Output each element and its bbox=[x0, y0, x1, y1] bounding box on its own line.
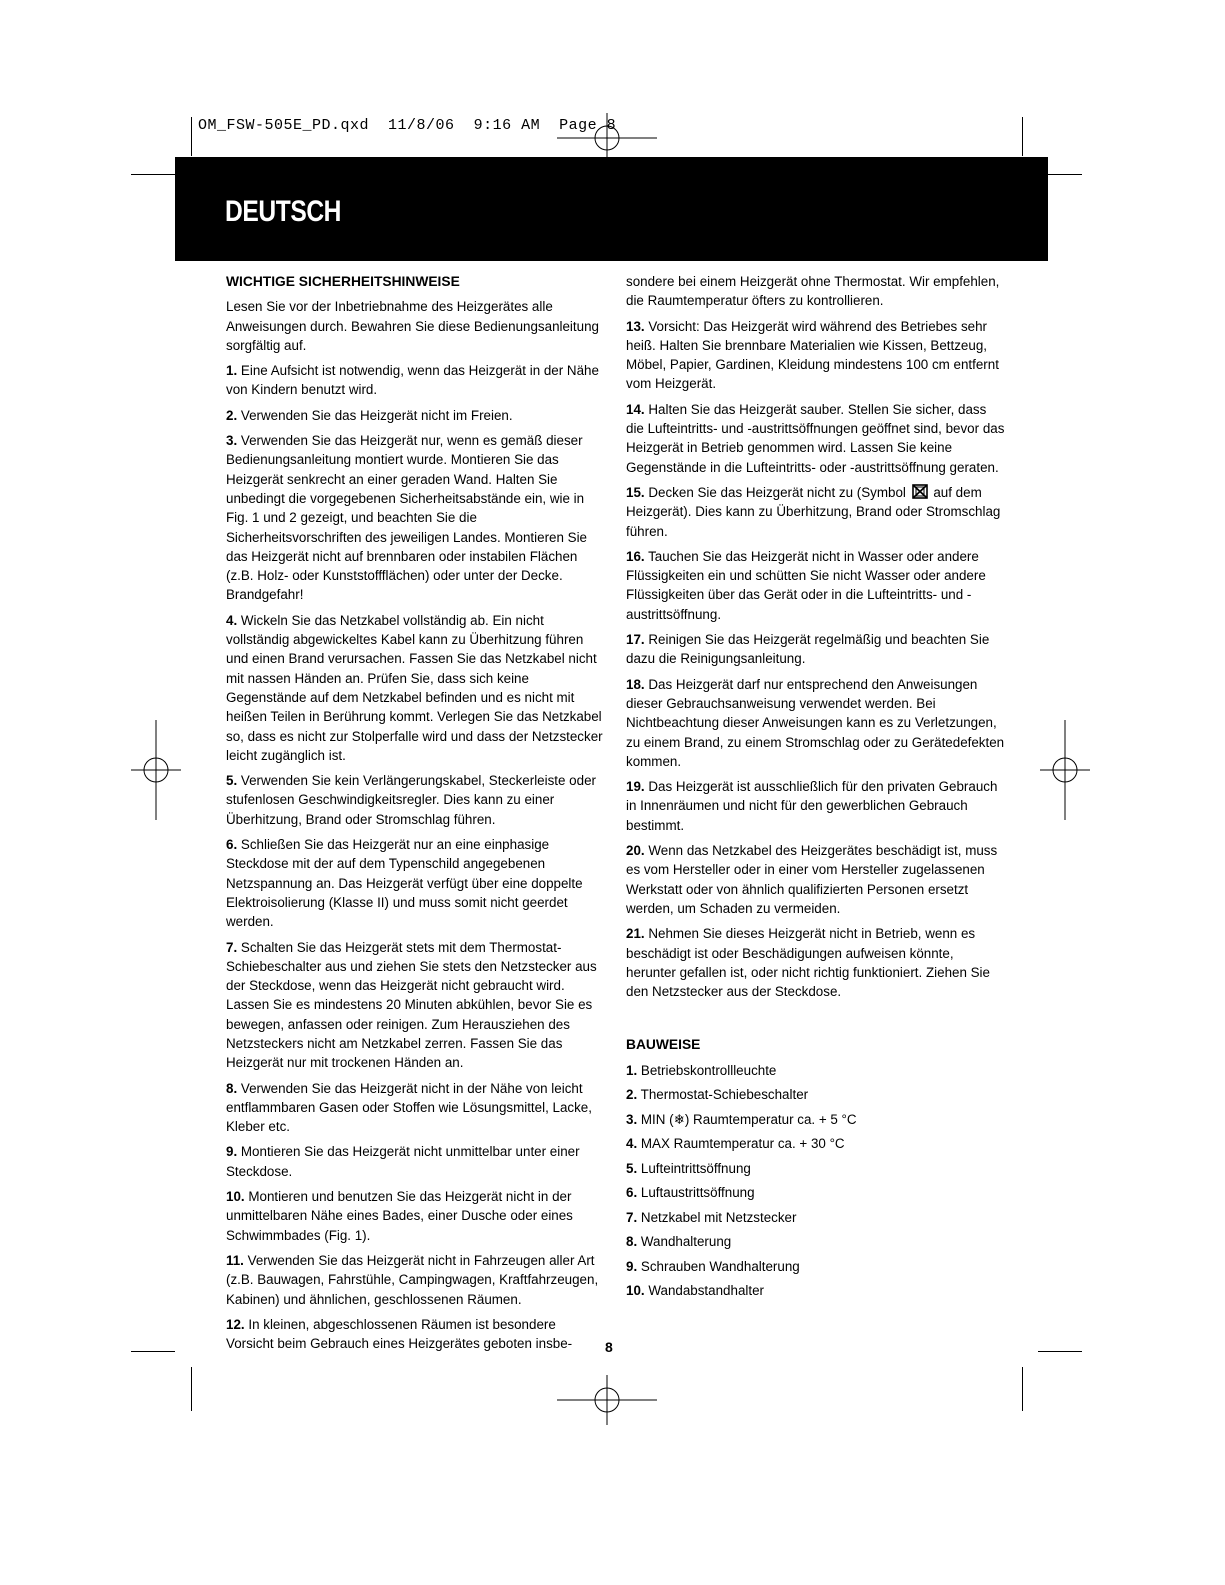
item-text: Verwenden Sie kein Verlängerungskabel, Steckerleiste oder stufenlosen Geschwindigkeitsregler. Dies kann zu einer Überhitzung, Brand oder Stromschlag führen. bbox=[226, 773, 596, 827]
safety-item bbox=[626, 841, 1006, 918]
list-item bbox=[626, 1159, 1006, 1178]
item-number: 7. bbox=[226, 939, 238, 955]
item-text: Schalten Sie das Heizgerät stets mit dem Thermostat-Schiebeschalter aus und ziehen Sie stets den Netzstecker aus der Steckdose, wenn das Heizgerät nicht gebraucht wird. Lassen Sie es mindestens 20 Minuten abkühlen, bevor Sie es bewegen, anfassen oder reinigen. Zum Herausziehen des Netzsteckers nicht am Netzkabel zerren. Fassen Sie das Heizgerät nur mit trockenen Händen an. bbox=[226, 939, 597, 1071]
list-item bbox=[626, 1208, 1006, 1227]
item-number: 1. bbox=[626, 1062, 638, 1078]
item-number: 6. bbox=[226, 837, 238, 853]
safety-item bbox=[626, 317, 1006, 394]
item-text: Montieren und benutzen Sie das Heizgerät nicht in der unmittelbaren Nähe eines Bades, einer Dusche oder eines Schwimmbades (Fig. 1). bbox=[226, 1189, 573, 1243]
right-column bbox=[626, 272, 1006, 1306]
list-item bbox=[626, 1183, 1006, 1202]
crop-mark bbox=[131, 174, 175, 175]
item-number: 18. bbox=[626, 676, 645, 692]
registration-mark-icon bbox=[557, 1375, 657, 1425]
crop-mark bbox=[1022, 117, 1023, 156]
item-number: 4. bbox=[626, 1136, 638, 1152]
item-text: Decken Sie das Heizgerät nicht zu (Symbol bbox=[648, 484, 906, 500]
item-number: 10. bbox=[226, 1189, 245, 1205]
item-text: ) Raumtemperatur ca. + 5 °C bbox=[684, 1111, 857, 1127]
item-text: Lufteintrittsöffnung bbox=[640, 1160, 751, 1176]
item-number: 9. bbox=[226, 1144, 238, 1160]
safety-item bbox=[226, 1251, 606, 1309]
item-number: 9. bbox=[626, 1258, 638, 1274]
list-item bbox=[626, 1232, 1006, 1251]
item-text: Montieren Sie das Heizgerät nicht unmittelbar unter einer Steckdose. bbox=[226, 1144, 580, 1179]
do-not-cover-symbol-icon bbox=[912, 484, 928, 499]
safety-heading: WICHTIGE SICHERHEITSHINWEISE bbox=[226, 274, 460, 289]
structure-heading: BAUWEISE bbox=[626, 1037, 701, 1053]
safety-item bbox=[226, 1187, 606, 1245]
item-text: Wandhalterung bbox=[640, 1234, 732, 1250]
safety-item bbox=[626, 400, 1006, 477]
safety-intro: Lesen Sie vor der Inbetriebnahme des Heizgerätes alle Anweisungen durch. Bewahren Sie diese Bedienungsanleitung sorgfältig auf. bbox=[226, 299, 599, 353]
left-column bbox=[226, 272, 606, 1359]
safety-item bbox=[226, 1079, 606, 1137]
safety-item bbox=[226, 406, 606, 425]
structure-list bbox=[626, 1061, 1006, 1301]
list-item bbox=[626, 1257, 1006, 1276]
safety-item bbox=[226, 835, 606, 931]
language-title: DEUTSCH bbox=[225, 195, 342, 228]
item-text: Verwenden Sie das Heizgerät nicht in Fahrzeugen aller Art (z.B. Bauwagen, Fahrstühle, Campingwagen, Kraftfahrzeugen, Kabinen) und ähnlichen, geschlossenen Räumen. bbox=[226, 1252, 599, 1307]
item-text: Das Heizgerät darf nur entsprechend den Anweisungen dieser Gebrauchsanweisung verwendet werden. Bei Nichtbeachtung dieser Anweisungen kann es zu Verletzungen, zu einem Brand, zu einem Stromschlag oder zu Gerätedefekten kommen. bbox=[626, 676, 1005, 769]
safety-item bbox=[626, 630, 1006, 669]
crop-mark bbox=[191, 1367, 192, 1411]
item-number: 5. bbox=[226, 773, 238, 789]
item-number: 15. bbox=[626, 484, 645, 500]
item-text: MIN ( bbox=[640, 1111, 674, 1127]
item-text: Tauchen Sie das Heizgerät nicht in Wasser oder andere Flüssigkeiten ein und schütten Sie nicht Wasser oder andere Flüssigkeiten über das Gerät oder in die Lufteintritts- und -austrittsöffnung. bbox=[626, 548, 986, 622]
crop-mark bbox=[1022, 1367, 1023, 1411]
item-text: Halten Sie das Heizgerät sauber. Stellen Sie sicher, dass die Lufteintritts- und -austrittsöffnungen geöffnet sind, bevor das Heizgerät in Betrieb genommen wird. Lassen Sie keine Gegenstände in die Lufteintritts- oder -austrittsöffnung geraten. bbox=[626, 401, 1005, 475]
slug-page: Page 8 bbox=[559, 117, 617, 134]
item-text: In kleinen, abgeschlossenen Räumen ist besondere Vorsicht beim Gebrauch eines Heizgerätes geboten insbe- bbox=[226, 1316, 573, 1352]
item-number: 13. bbox=[626, 318, 645, 334]
crop-mark bbox=[191, 117, 192, 156]
slug-date: 11/8/06 bbox=[388, 117, 455, 134]
safety-item bbox=[226, 771, 606, 829]
list-item bbox=[626, 1085, 1006, 1104]
frost-snowflake-icon: ❄ bbox=[673, 1111, 685, 1127]
item-number: 12. bbox=[226, 1316, 245, 1332]
list-item bbox=[626, 1061, 1006, 1080]
item-number: 8. bbox=[226, 1080, 238, 1096]
item-number: 4. bbox=[226, 612, 238, 628]
safety-item bbox=[626, 547, 1006, 624]
item-text: Wenn das Netzkabel des Heizgerätes beschädigt ist, muss es vom Hersteller oder in einer vom Hersteller zugelassenen Werkstatt oder von ähnlich qualifizierten Personen ersetzt werden, um Schaden zu vermeiden. bbox=[626, 843, 998, 916]
crop-mark bbox=[1038, 1351, 1082, 1352]
item-number: 5. bbox=[626, 1160, 638, 1176]
safety-item bbox=[226, 1315, 606, 1354]
item-number: 3. bbox=[626, 1111, 638, 1127]
item-number: 14. bbox=[626, 401, 645, 417]
item-number: 2. bbox=[626, 1087, 638, 1103]
safety-item bbox=[226, 361, 606, 400]
print-slug bbox=[198, 117, 616, 134]
safety-item-continued: sondere bei einem Heizgerät ohne Thermostat. Wir empfehlen, die Raumtemperatur öfters zu kontrollieren. bbox=[626, 274, 1000, 309]
item-text: MAX Raumtemperatur ca. + 30 °C bbox=[640, 1136, 845, 1152]
item-number: 10. bbox=[626, 1283, 645, 1299]
item-text: Eine Aufsicht ist notwendig, wenn das Heizgerät in der Nähe von Kindern benutzt wird. bbox=[226, 363, 599, 398]
crop-mark bbox=[131, 1351, 175, 1352]
item-text: Wickeln Sie das Netzkabel vollständig ab. Ein nicht vollständig abgewickeltes Kabel kann zu Überhitzung führen und einen Brand verursachen. Fassen Sie das Netzkabel nicht mit nassen Händen an. Prüfen Sie, dass sich keine Gegenstände auf dem Netzkabel befinden und es nicht mit heißen Teilen in Berührung kommt. Verlegen Sie das Netzkabel so, dass es nicht zur Stolperfalle wird und dass der Netzstecker leicht zugänglich ist. bbox=[226, 612, 603, 763]
page-number: 8 bbox=[605, 1339, 613, 1355]
item-text: Das Heizgerät ist ausschließlich für den privaten Gebrauch in Innenräumen und nicht für den gewerblichen Gebrauch bestimmt. bbox=[626, 779, 998, 833]
item-number: 21. bbox=[626, 926, 645, 942]
item-text: Verwenden Sie das Heizgerät nicht im Freien. bbox=[240, 407, 513, 423]
list-item bbox=[626, 1134, 1006, 1153]
item-number: 6. bbox=[626, 1185, 638, 1201]
item-text: Verwenden Sie das Heizgerät nur, wenn es gemäß dieser Bedienungsanleitung montiert wurde. Montieren Sie das Heizgerät senkrecht an einer geraden Wand. Halten Sie unbedingt die vorgegebenen Sicherheitsabstände ein, wie in Fig. 1 und 2 gezeigt, und beachten Sie die Sicherheitsvorschriften des jeweiligen Landes. Montieren Sie das Heizgerät nicht auf brennbaren oder instabilen Flächen (z.B. Holz- oder Kunststoffflächen) oder unter der Decke. Brandgefahr! bbox=[226, 433, 587, 603]
item-number: 2. bbox=[226, 407, 238, 423]
item-text: Reinigen Sie das Heizgerät regelmäßig und beachten Sie dazu die Reinigungsanleitung. bbox=[626, 632, 990, 667]
item-number: 3. bbox=[226, 433, 238, 449]
list-item bbox=[626, 1110, 1006, 1129]
safety-item bbox=[626, 483, 1006, 541]
item-number: 11. bbox=[226, 1252, 244, 1268]
safety-item bbox=[226, 1142, 606, 1181]
item-number: 1. bbox=[226, 363, 238, 379]
item-text: Nehmen Sie dieses Heizgerät nicht in Betrieb, wenn es beschädigt ist oder Beschädigungen aufweisen könnte, herunter gefallen ist, oder nicht richtig funktioniert. Ziehen Sie den Netzstecker aus der Steckdose. bbox=[626, 926, 990, 1000]
item-number: 8. bbox=[626, 1234, 638, 1250]
item-text: Betriebskontrollleuchte bbox=[640, 1062, 777, 1078]
item-text: Thermostat-Schiebeschalter bbox=[640, 1087, 809, 1103]
item-text: Netzkabel mit Netzstecker bbox=[640, 1209, 797, 1225]
list-item bbox=[626, 1281, 1006, 1300]
item-text: auf dem Heizgerät). Dies kann zu Überhitzung, Brand oder Stromschlag führen. bbox=[626, 484, 1001, 539]
registration-mark-icon bbox=[1040, 720, 1090, 820]
slug-time: 9:16 AM bbox=[473, 117, 541, 134]
slug-file: OM_FSW-505E_PD.qxd bbox=[198, 117, 370, 134]
registration-mark-icon bbox=[131, 720, 181, 820]
item-text: Wandabstandhalter bbox=[648, 1283, 764, 1299]
item-text: Schließen Sie das Heizgerät nur an eine einphasige Steckdose mit der auf dem Typenschild angegebenen Netzspannung an. Das Heizgerät verfügt über eine doppelte Elektroisolierung (Klasse II) und muss somit nicht geerdet werden. bbox=[226, 837, 583, 930]
language-banner bbox=[175, 157, 1048, 261]
item-text: Vorsicht: Das Heizgerät wird während des Betriebes sehr heiß. Halten Sie brennbare Materialien wie Kissen, Bettzeug, Möbel, Papier, Gardinen, Kleidung mindestens 100 cm entfernt vom Heizgerät. bbox=[626, 318, 999, 392]
safety-item bbox=[226, 431, 606, 605]
item-text: Schrauben Wandhalterung bbox=[640, 1258, 800, 1274]
safety-item bbox=[226, 938, 606, 1073]
safety-list-left bbox=[226, 361, 606, 1353]
safety-item bbox=[626, 777, 1006, 835]
item-number: 17. bbox=[626, 632, 645, 648]
item-text: Verwenden Sie das Heizgerät nicht in der Nähe von leicht entflammbaren Gasen oder Stoffen wie Lösungsmittel, Lacke, Kleber etc. bbox=[226, 1080, 592, 1135]
item-number: 7. bbox=[626, 1209, 638, 1225]
item-number: 19. bbox=[626, 779, 645, 795]
item-number: 20. bbox=[626, 843, 645, 859]
safety-item bbox=[226, 611, 606, 765]
safety-item bbox=[626, 675, 1006, 771]
item-number: 16. bbox=[626, 548, 645, 564]
item-text: Luftaustrittsöffnung bbox=[640, 1185, 755, 1201]
safety-item bbox=[626, 924, 1006, 1001]
